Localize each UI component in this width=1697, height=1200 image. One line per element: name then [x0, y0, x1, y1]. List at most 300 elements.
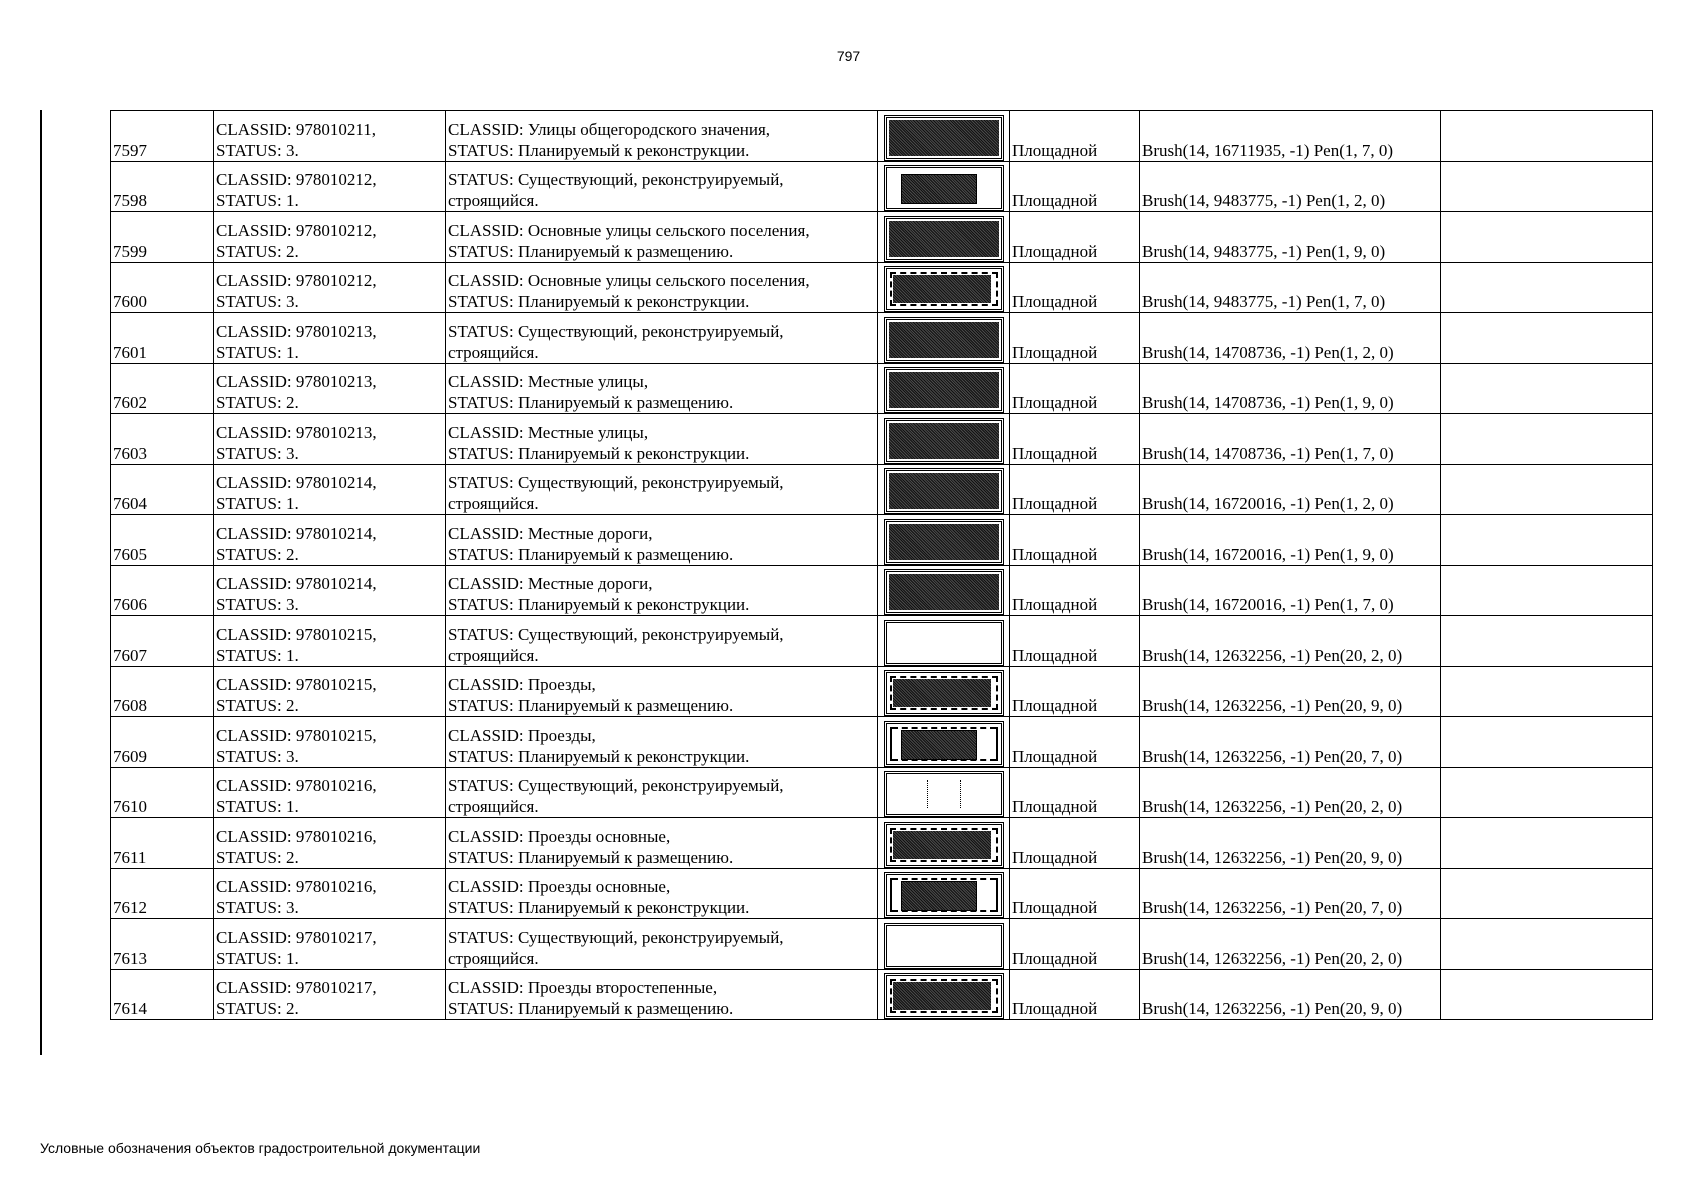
- description-cell: [446, 313, 878, 364]
- symbol-swatch: [884, 418, 1004, 464]
- empty-cell: [1441, 868, 1653, 919]
- style-code: Brush(14, 12632256, -1) Pen(20, 7, 0): [1142, 746, 1403, 766]
- symbol-swatch: [884, 620, 1004, 666]
- type-cell: [1010, 414, 1140, 465]
- code-line: STATUS: 2.: [216, 544, 299, 564]
- legend-table-body: [111, 111, 1653, 1020]
- symbol-swatch: [884, 771, 1004, 817]
- symbol-cell: [878, 515, 1010, 566]
- style-code: Brush(14, 14708736, -1) Pen(1, 7, 0): [1142, 443, 1394, 463]
- code-line: STATUS: 1.: [216, 191, 299, 210]
- description-cell: [446, 969, 878, 1020]
- geometry-type: Площадной: [1012, 241, 1098, 261]
- empty-cell: [1441, 969, 1653, 1020]
- table-row: [111, 111, 1653, 162]
- page-number: 797: [836, 48, 861, 64]
- style-code: Brush(14, 12632256, -1) Pen(20, 9, 0): [1142, 696, 1403, 715]
- symbol-swatch: [884, 569, 1004, 615]
- symbol-swatch: [884, 266, 1004, 312]
- table-row: [111, 818, 1653, 869]
- row-id-cell: [111, 515, 214, 566]
- table-row: [111, 464, 1653, 515]
- swatch-fill: [901, 881, 977, 911]
- row-id-cell: [111, 818, 214, 869]
- style-cell: [1140, 363, 1441, 414]
- margin-rule: [40, 110, 42, 1055]
- code-line: CLASSID: 978010214,: [216, 473, 377, 492]
- code-cell: [214, 666, 446, 717]
- style-code: Brush(14, 12632256, -1) Pen(20, 9, 0): [1142, 999, 1403, 1018]
- code-line: CLASSID: 978010212,: [216, 271, 377, 290]
- table-row: [111, 616, 1653, 667]
- symbol-cell: [878, 111, 1010, 162]
- description-line: CLASSID: Основные улицы сельского поселения,: [448, 220, 810, 240]
- style-cell: [1140, 262, 1441, 313]
- style-code: Brush(14, 12632256, -1) Pen(20, 7, 0): [1142, 898, 1403, 917]
- description-line: STATUS: Планируемый к размещению.: [448, 544, 734, 564]
- code-line: STATUS: 3.: [216, 443, 299, 463]
- description-line: STATUS: Планируемый к реконструкции.: [448, 746, 750, 766]
- description-cell: [446, 363, 878, 414]
- row-id-cell: [111, 262, 214, 313]
- type-cell: [1010, 262, 1140, 313]
- code-line: CLASSID: 978010216,: [216, 826, 377, 846]
- style-cell: [1140, 818, 1441, 869]
- style-cell: [1140, 767, 1441, 818]
- row-id-cell: [111, 414, 214, 465]
- code-line: STATUS: 2.: [216, 847, 299, 867]
- style-code: Brush(14, 12632256, -1) Pen(20, 2, 0): [1142, 797, 1403, 816]
- code-line: STATUS: 1.: [216, 494, 299, 513]
- description-line: CLASSID: Местные дороги,: [448, 523, 653, 543]
- row-id-cell: [111, 616, 214, 667]
- code-cell: [214, 616, 446, 667]
- description-cell: [446, 212, 878, 263]
- code-line: CLASSID: 978010214,: [216, 523, 377, 543]
- row-id-cell: [111, 868, 214, 919]
- description-cell: [446, 161, 878, 212]
- swatch-fill: [901, 174, 977, 204]
- geometry-type: Площадной: [1012, 999, 1098, 1018]
- description-line: STATUS: Существующий, реконструируемый,: [448, 776, 784, 795]
- geometry-type: Площадной: [1012, 797, 1098, 816]
- code-cell: [214, 414, 446, 465]
- style-cell: [1140, 717, 1441, 768]
- code-line: STATUS: 3.: [216, 292, 299, 311]
- geometry-type: Площадной: [1012, 443, 1098, 463]
- code-line: STATUS: 2.: [216, 999, 299, 1018]
- geometry-type: Площадной: [1012, 140, 1098, 160]
- description-line: CLASSID: Проезды основные,: [448, 826, 671, 846]
- empty-cell: [1441, 212, 1653, 263]
- table-row: [111, 717, 1653, 768]
- type-cell: [1010, 212, 1140, 263]
- description-line: STATUS: Планируемый к размещению.: [448, 696, 734, 715]
- code-line: CLASSID: 978010215,: [216, 725, 377, 745]
- type-cell: [1010, 565, 1140, 616]
- code-line: STATUS: 1.: [216, 645, 299, 665]
- code-line: CLASSID: 978010216,: [216, 877, 377, 896]
- empty-cell: [1441, 818, 1653, 869]
- description-line: STATUS: Существующий, реконструируемый,: [448, 624, 784, 644]
- description-line: строящийся.: [448, 342, 539, 362]
- symbol-swatch: [884, 923, 1004, 969]
- type-cell: [1010, 161, 1140, 212]
- style-code: Brush(14, 9483775, -1) Pen(1, 7, 0): [1142, 292, 1386, 311]
- style-code: Brush(14, 9483775, -1) Pen(1, 9, 0): [1142, 241, 1386, 261]
- symbol-cell: [878, 818, 1010, 869]
- swatch-fill: [889, 423, 999, 459]
- row-id-cell: [111, 565, 214, 616]
- table-row: [111, 565, 1653, 616]
- type-cell: [1010, 969, 1140, 1020]
- type-cell: [1010, 464, 1140, 515]
- symbol-swatch: [884, 317, 1004, 363]
- row-id-cell: [111, 363, 214, 414]
- style-cell: [1140, 919, 1441, 970]
- description-line: STATUS: Существующий, реконструируемый,: [448, 321, 784, 341]
- table-row: [111, 666, 1653, 717]
- geometry-type: Площадной: [1012, 847, 1098, 867]
- description-line: STATUS: Планируемый к реконструкции.: [448, 443, 750, 463]
- row-id-cell: [111, 666, 214, 717]
- code-line: CLASSID: 978010215,: [216, 675, 377, 694]
- code-cell: [214, 515, 446, 566]
- style-cell: [1140, 313, 1441, 364]
- description-cell: [446, 767, 878, 818]
- row-id-cell: [111, 464, 214, 515]
- code-cell: [214, 767, 446, 818]
- code-line: STATUS: 1.: [216, 948, 299, 968]
- empty-cell: [1441, 565, 1653, 616]
- geometry-type: Площадной: [1012, 544, 1098, 564]
- empty-cell: [1441, 767, 1653, 818]
- code-cell: [214, 565, 446, 616]
- style-cell: [1140, 111, 1441, 162]
- description-line: STATUS: Планируемый к реконструкции.: [448, 292, 750, 311]
- row-id: 7608: [113, 696, 147, 715]
- type-cell: [1010, 767, 1140, 818]
- description-cell: [446, 262, 878, 313]
- symbol-swatch: [884, 721, 1004, 767]
- page-footer: Условные обозначения объектов градостроительной документации: [40, 1140, 481, 1156]
- style-code: Brush(14, 16720016, -1) Pen(1, 9, 0): [1142, 544, 1394, 564]
- swatch-fill: [889, 372, 999, 408]
- code-cell: [214, 313, 446, 364]
- row-id-cell: [111, 919, 214, 970]
- row-id: 7606: [113, 595, 147, 614]
- empty-cell: [1441, 363, 1653, 414]
- description-line: CLASSID: Проезды,: [448, 675, 596, 694]
- description-cell: [446, 666, 878, 717]
- geometry-type: Площадной: [1012, 191, 1098, 210]
- code-cell: [214, 262, 446, 313]
- symbol-swatch: [884, 973, 1004, 1019]
- empty-cell: [1441, 111, 1653, 162]
- swatch-fill: [889, 574, 999, 610]
- description-line: CLASSID: Местные дороги,: [448, 574, 653, 593]
- description-cell: [446, 868, 878, 919]
- type-cell: [1010, 666, 1140, 717]
- symbol-cell: [878, 868, 1010, 919]
- code-line: CLASSID: 978010212,: [216, 220, 377, 240]
- symbol-swatch: [884, 468, 1004, 514]
- empty-cell: [1441, 313, 1653, 364]
- style-code: Brush(14, 9483775, -1) Pen(1, 2, 0): [1142, 191, 1386, 210]
- code-line: CLASSID: 978010214,: [216, 574, 377, 593]
- geometry-type: Площадной: [1012, 292, 1098, 311]
- swatch-fill: [893, 831, 991, 859]
- code-cell: [214, 919, 446, 970]
- type-cell: [1010, 111, 1140, 162]
- description-line: CLASSID: Основные улицы сельского поселения,: [448, 271, 810, 290]
- symbol-cell: [878, 212, 1010, 263]
- table-row: [111, 212, 1653, 263]
- table-row: [111, 969, 1653, 1020]
- row-id: 7609: [113, 746, 147, 766]
- description-cell: [446, 919, 878, 970]
- row-id-cell: [111, 313, 214, 364]
- description-line: STATUS: Планируемый к реконструкции.: [448, 898, 750, 917]
- code-line: STATUS: 3.: [216, 595, 299, 614]
- style-cell: [1140, 212, 1441, 263]
- code-line: CLASSID: 978010213,: [216, 372, 377, 391]
- code-line: CLASSID: 978010217,: [216, 978, 377, 997]
- description-line: CLASSID: Местные улицы,: [448, 422, 649, 442]
- style-cell: [1140, 616, 1441, 667]
- description-cell: [446, 565, 878, 616]
- row-id: 7598: [113, 191, 147, 210]
- code-cell: [214, 818, 446, 869]
- type-cell: [1010, 717, 1140, 768]
- description-cell: [446, 717, 878, 768]
- style-cell: [1140, 565, 1441, 616]
- style-code: Brush(14, 16711935, -1) Pen(1, 7, 0): [1142, 140, 1394, 160]
- code-line: STATUS: 2.: [216, 696, 299, 715]
- swatch-fill: [901, 730, 977, 760]
- row-id-cell: [111, 969, 214, 1020]
- row-id-cell: [111, 161, 214, 212]
- empty-cell: [1441, 666, 1653, 717]
- geometry-type: Площадной: [1012, 645, 1098, 665]
- description-cell: [446, 616, 878, 667]
- swatch-fill: [893, 275, 991, 303]
- style-code: Brush(14, 16720016, -1) Pen(1, 7, 0): [1142, 595, 1394, 614]
- style-cell: [1140, 161, 1441, 212]
- symbol-cell: [878, 262, 1010, 313]
- symbol-swatch: [884, 670, 1004, 716]
- row-id: 7614: [113, 999, 147, 1018]
- description-line: STATUS: Существующий, реконструируемый,: [448, 927, 784, 947]
- row-id: 7613: [113, 948, 147, 968]
- symbol-swatch: [884, 519, 1004, 565]
- code-line: STATUS: 3.: [216, 898, 299, 917]
- row-id: 7611: [113, 847, 147, 867]
- description-cell: [446, 111, 878, 162]
- row-id: 7610: [113, 797, 147, 816]
- code-cell: [214, 717, 446, 768]
- code-cell: [214, 111, 446, 162]
- symbol-swatch: [884, 367, 1004, 413]
- swatch-fill: [889, 221, 999, 257]
- code-cell: [214, 363, 446, 414]
- style-cell: [1140, 666, 1441, 717]
- swatch-fill: [893, 982, 991, 1010]
- description-cell: [446, 414, 878, 465]
- symbol-cell: [878, 919, 1010, 970]
- description-line: STATUS: Планируемый к реконструкции.: [448, 140, 750, 160]
- symbol-swatch: [884, 872, 1004, 918]
- style-cell: [1140, 464, 1441, 515]
- style-cell: [1140, 414, 1441, 465]
- symbol-cell: [878, 414, 1010, 465]
- symbol-cell: [878, 464, 1010, 515]
- code-cell: [214, 868, 446, 919]
- code-line: CLASSID: 978010217,: [216, 927, 377, 947]
- row-id-cell: [111, 212, 214, 263]
- description-line: CLASSID: Проезды основные,: [448, 877, 671, 896]
- description-line: CLASSID: Местные улицы,: [448, 372, 649, 391]
- code-cell: [214, 212, 446, 263]
- geometry-type: Площадной: [1012, 696, 1098, 715]
- table-row: [111, 414, 1653, 465]
- table-row: [111, 515, 1653, 566]
- table-row: [111, 868, 1653, 919]
- description-line: строящийся.: [448, 494, 539, 513]
- description-line: CLASSID: Проезды второстепенные,: [448, 978, 718, 997]
- style-cell: [1140, 515, 1441, 566]
- empty-cell: [1441, 464, 1653, 515]
- description-line: STATUS: Планируемый к реконструкции.: [448, 595, 750, 614]
- symbol-cell: [878, 363, 1010, 414]
- type-cell: [1010, 313, 1140, 364]
- table-row: [111, 313, 1653, 364]
- symbol-swatch: [884, 165, 1004, 211]
- style-code: Brush(14, 12632256, -1) Pen(20, 9, 0): [1142, 847, 1403, 867]
- type-cell: [1010, 515, 1140, 566]
- description-line: строящийся.: [448, 797, 539, 816]
- description-line: CLASSID: Проезды,: [448, 725, 596, 745]
- table-row: [111, 161, 1653, 212]
- code-line: CLASSID: 978010213,: [216, 422, 377, 442]
- row-id-cell: [111, 717, 214, 768]
- empty-cell: [1441, 515, 1653, 566]
- geometry-type: Площадной: [1012, 494, 1098, 513]
- code-line: STATUS: 1.: [216, 797, 299, 816]
- description-line: строящийся.: [448, 948, 539, 968]
- code-line: CLASSID: 978010215,: [216, 624, 377, 644]
- code-line: CLASSID: 978010213,: [216, 321, 377, 341]
- description-line: CLASSID: Улицы общегородского значения,: [448, 119, 771, 139]
- style-code: Brush(14, 12632256, -1) Pen(20, 2, 0): [1142, 948, 1403, 968]
- table-row: [111, 919, 1653, 970]
- row-id: 7599: [113, 241, 147, 261]
- legend-table: [110, 110, 1653, 1020]
- code-line: STATUS: 2.: [216, 241, 299, 261]
- geometry-type: Площадной: [1012, 342, 1098, 362]
- swatch-fill: [893, 679, 991, 707]
- row-id-cell: [111, 767, 214, 818]
- code-line: STATUS: 3.: [216, 746, 299, 766]
- style-cell: [1140, 868, 1441, 919]
- description-line: STATUS: Планируемый к размещению.: [448, 999, 734, 1018]
- type-cell: [1010, 818, 1140, 869]
- row-id: 7605: [113, 544, 147, 564]
- style-code: Brush(14, 12632256, -1) Pen(20, 2, 0): [1142, 645, 1403, 665]
- geometry-type: Площадной: [1012, 595, 1098, 614]
- code-cell: [214, 969, 446, 1020]
- type-cell: [1010, 919, 1140, 970]
- symbol-cell: [878, 969, 1010, 1020]
- row-id: 7602: [113, 393, 147, 412]
- style-cell: [1140, 969, 1441, 1020]
- code-line: STATUS: 3.: [216, 140, 299, 160]
- description-cell: [446, 515, 878, 566]
- row-id-cell: [111, 111, 214, 162]
- symbol-cell: [878, 767, 1010, 818]
- empty-cell: [1441, 161, 1653, 212]
- row-id: 7603: [113, 443, 147, 463]
- swatch-fill: [889, 524, 999, 560]
- geometry-type: Площадной: [1012, 393, 1098, 412]
- row-id: 7600: [113, 292, 147, 311]
- empty-cell: [1441, 616, 1653, 667]
- geometry-type: Площадной: [1012, 948, 1098, 968]
- empty-cell: [1441, 717, 1653, 768]
- code-line: STATUS: 1.: [216, 342, 299, 362]
- row-id: 7601: [113, 342, 147, 362]
- description-line: STATUS: Планируемый к размещению.: [448, 241, 734, 261]
- description-cell: [446, 464, 878, 515]
- description-line: строящийся.: [448, 645, 539, 665]
- description-line: STATUS: Существующий, реконструируемый,: [448, 170, 784, 189]
- empty-cell: [1441, 414, 1653, 465]
- row-id: 7607: [113, 645, 147, 665]
- type-cell: [1010, 616, 1140, 667]
- swatch-fill: [889, 120, 999, 156]
- symbol-cell: [878, 161, 1010, 212]
- symbol-swatch: [884, 115, 1004, 161]
- symbol-cell: [878, 313, 1010, 364]
- code-line: CLASSID: 978010211,: [216, 119, 376, 139]
- code-line: CLASSID: 978010212,: [216, 170, 377, 189]
- description-line: STATUS: Планируемый к размещению.: [448, 393, 734, 412]
- code-line: STATUS: 2.: [216, 393, 299, 412]
- type-cell: [1010, 868, 1140, 919]
- empty-cell: [1441, 919, 1653, 970]
- symbol-swatch: [884, 822, 1004, 868]
- swatch-fill: [889, 322, 999, 358]
- code-line: CLASSID: 978010216,: [216, 776, 377, 795]
- description-cell: [446, 818, 878, 869]
- type-cell: [1010, 363, 1140, 414]
- style-code: Brush(14, 14708736, -1) Pen(1, 2, 0): [1142, 342, 1394, 362]
- description-line: строящийся.: [448, 191, 539, 210]
- symbol-cell: [878, 565, 1010, 616]
- symbol-cell: [878, 717, 1010, 768]
- symbol-cell: [878, 666, 1010, 717]
- table-row: [111, 262, 1653, 313]
- table-row: [111, 363, 1653, 414]
- symbol-swatch: [884, 216, 1004, 262]
- code-cell: [214, 464, 446, 515]
- swatch-fill: [889, 473, 999, 509]
- geometry-type: Площадной: [1012, 746, 1098, 766]
- row-id: 7612: [113, 898, 147, 917]
- description-line: STATUS: Существующий, реконструируемый,: [448, 473, 784, 492]
- swatch-fill: [927, 780, 961, 808]
- row-id: 7597: [113, 140, 147, 160]
